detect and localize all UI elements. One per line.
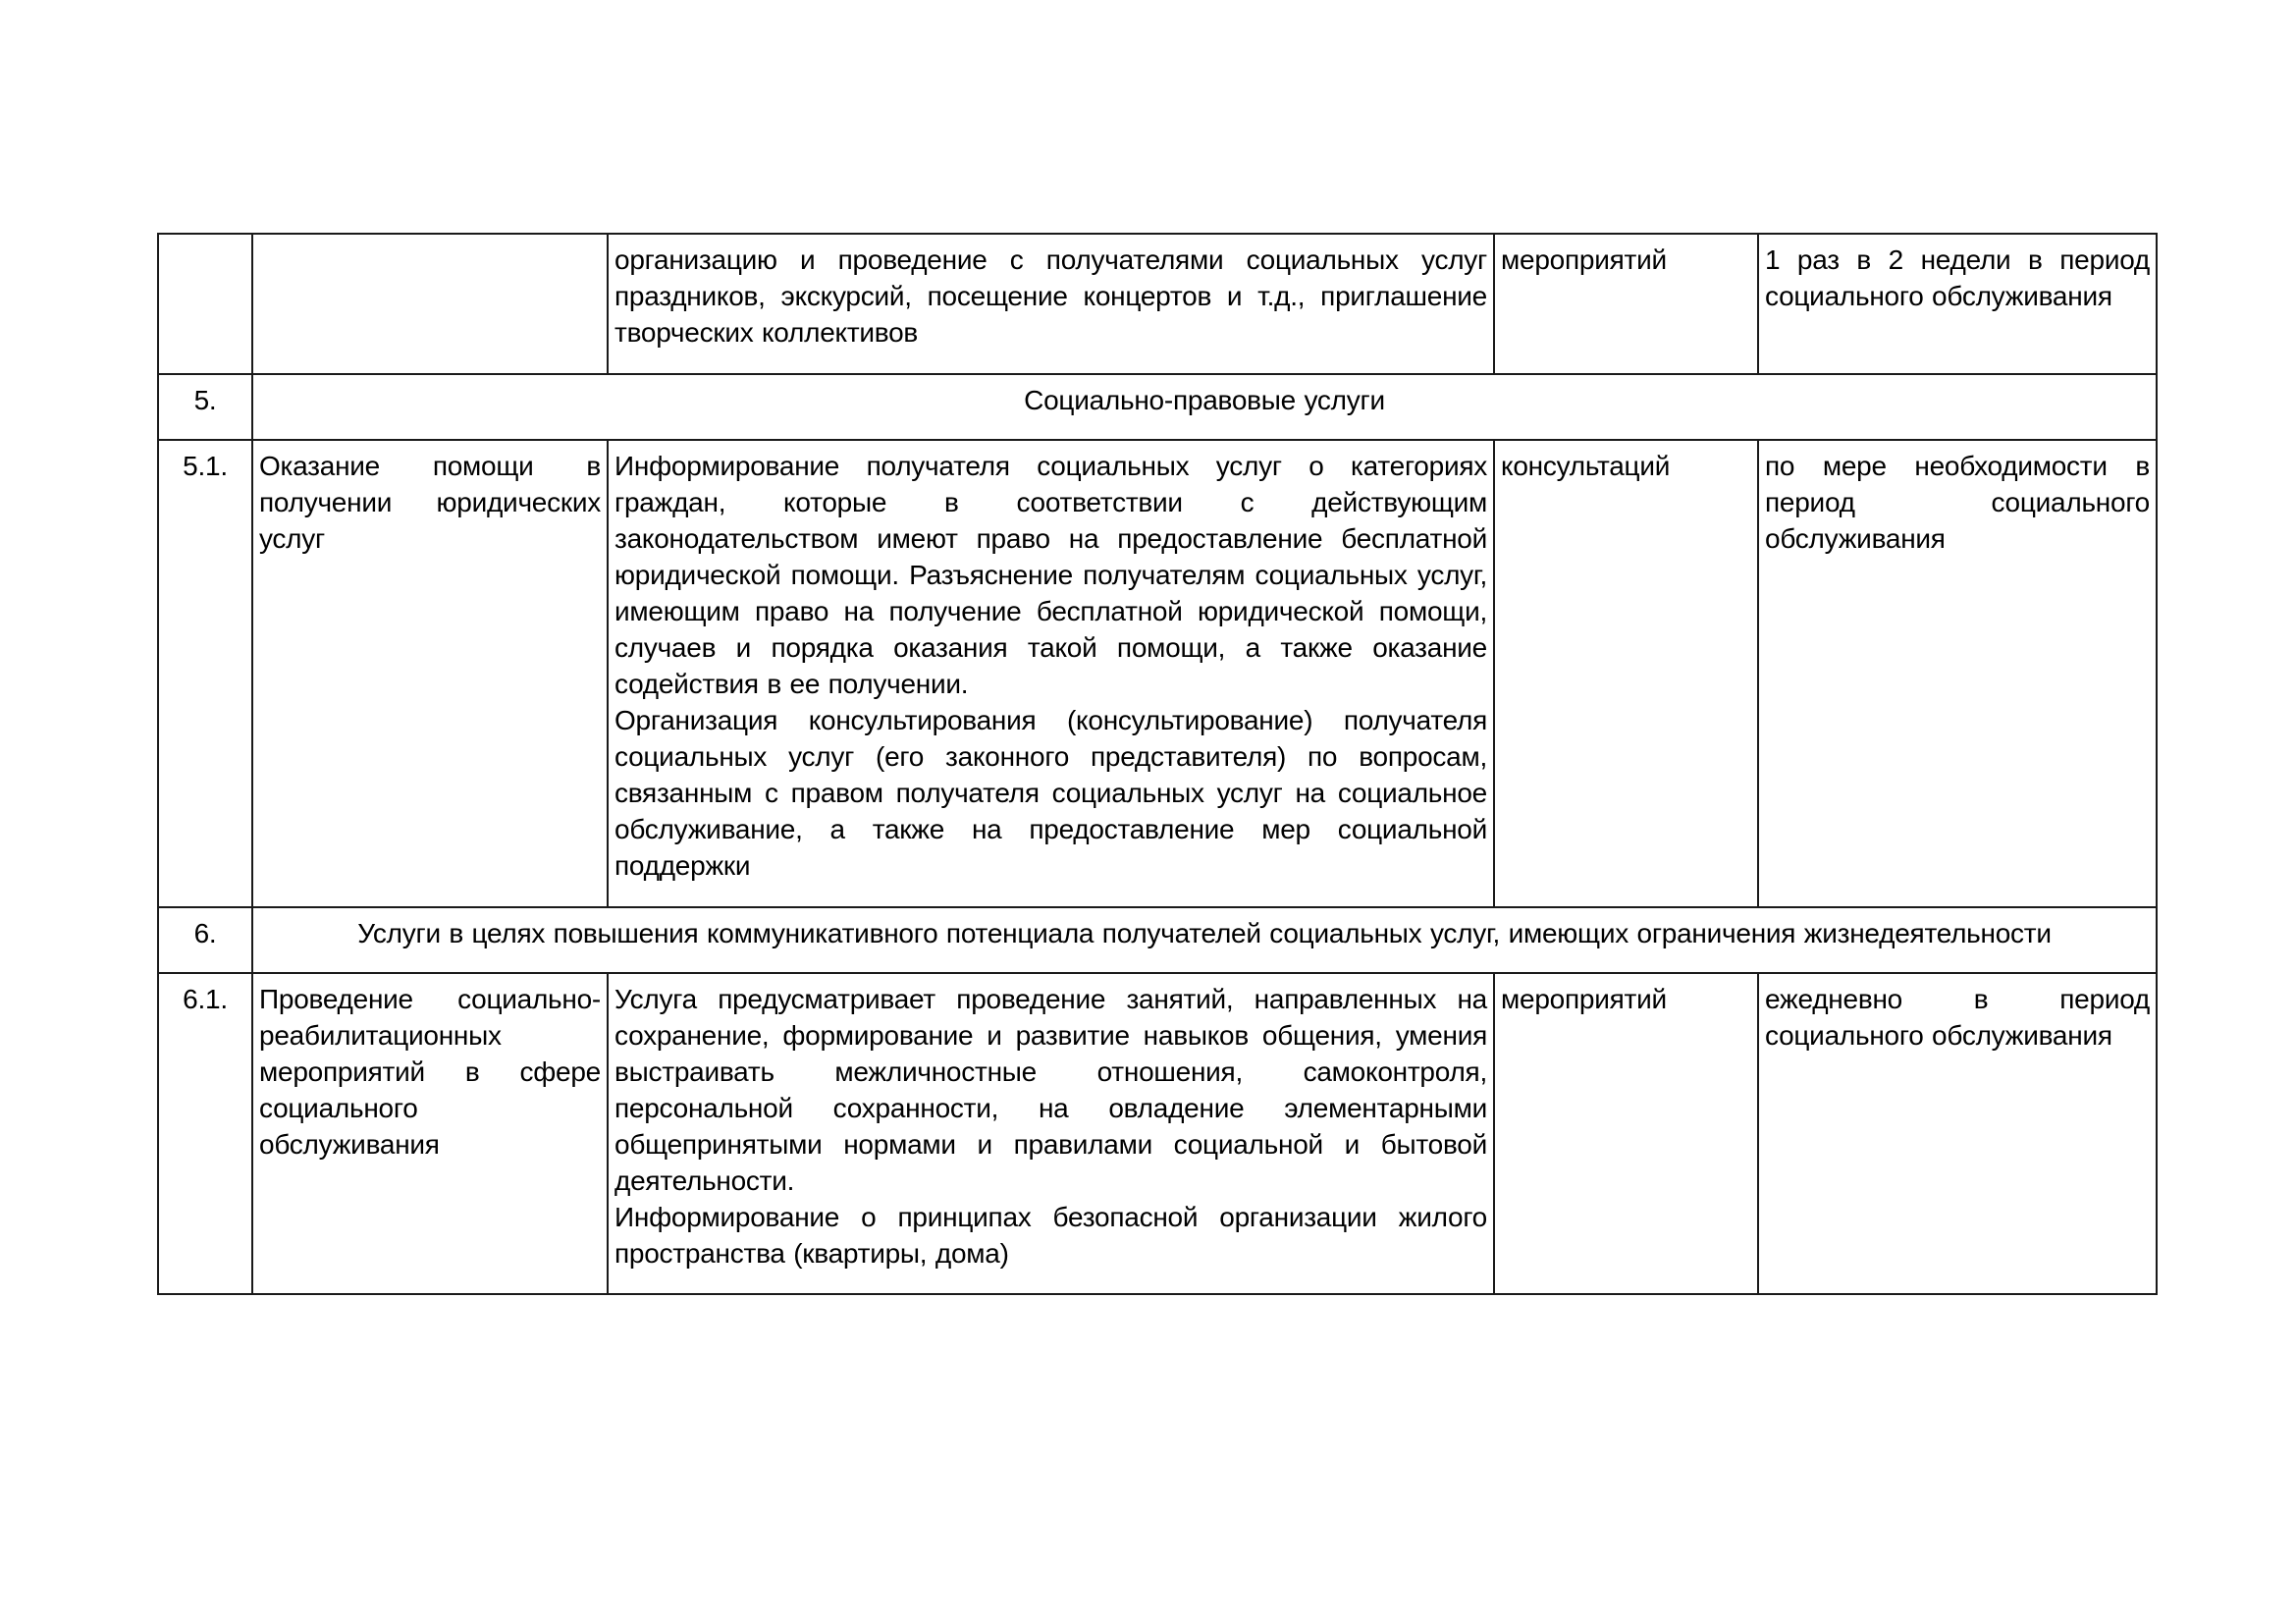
cell-periodicity: 1 раз в 2 недели в период социального обслуживания (1758, 234, 2157, 374)
table-row-5-1 (158, 440, 2157, 907)
cell-section-title: Услуги в целях повышения коммуникативного потенциала получателей социальных услуг, имеющих ограничения жизнедеятельности (252, 907, 2157, 973)
cell-number-empty (158, 234, 252, 374)
cell-service-name-empty (252, 234, 608, 374)
cell-service-name: Оказание помощи в получении юридических услуг (252, 440, 608, 907)
cell-section-title: Социально-правовые услуги (252, 374, 2157, 440)
table-row-continuation (158, 234, 2157, 374)
cell-service-description (608, 973, 1494, 1294)
description-paragraph-1: Услуга предусматривает проведение занятий, направленных на сохранение, формирование и развитие навыков общения, умения выстраивать межличностные отношения, самоконтроля, персональной сохранности, на овладение элементарными общепринятыми нормами и правилами социальной и бытовой деятельности. (614, 984, 1487, 1196)
cell-section-number: 5. (158, 374, 252, 440)
description-paragraph-2: Информирование о принципах безопасной организации жилого пространства (квартиры, дома) (614, 1202, 1487, 1269)
cell-service-name: Проведение социально-реабилитационных мероприятий в сфере социального обслуживания (252, 973, 608, 1294)
cell-service-description (608, 440, 1494, 907)
table-row-section-6 (158, 907, 2157, 973)
description-paragraph-2: Организация консультирования (консультирование) получателя социальных услуг (его законного представителя) по вопросам, связанным с правом получателя социальных услуг на социальное обслуживание, а также на предоставление мер социальной поддержки (614, 705, 1487, 881)
table-row-6-1 (158, 973, 2157, 1294)
description-paragraph-1: Информирование получателя социальных услуг о категориях граждан, которые в соответствии с действующим законодательством имеют право на предоставление бесплатной юридической помощи. Разъяснение получателям социальных услуг, имеющим право на получение бесплатной юридической помощи, случаев и порядка оказания такой помощи, а также оказание содействия в ее получении. (614, 451, 1487, 699)
cell-number: 5.1. (158, 440, 252, 907)
cell-unit: мероприятий (1494, 234, 1758, 374)
table-row-section-5 (158, 374, 2157, 440)
services-table (157, 233, 2158, 1295)
cell-service-description: организацию и проведение с получателями социальных услуг праздников, экскурсий, посещение концертов и т.д., приглашение творческих коллективов (608, 234, 1494, 374)
cell-periodicity: по мере необходимости в период социального обслуживания (1758, 440, 2157, 907)
cell-periodicity: ежедневно в период социального обслуживания (1758, 973, 2157, 1294)
cell-section-number: 6. (158, 907, 252, 973)
cell-unit: мероприятий (1494, 973, 1758, 1294)
cell-number: 6.1. (158, 973, 252, 1294)
cell-unit: консультаций (1494, 440, 1758, 907)
